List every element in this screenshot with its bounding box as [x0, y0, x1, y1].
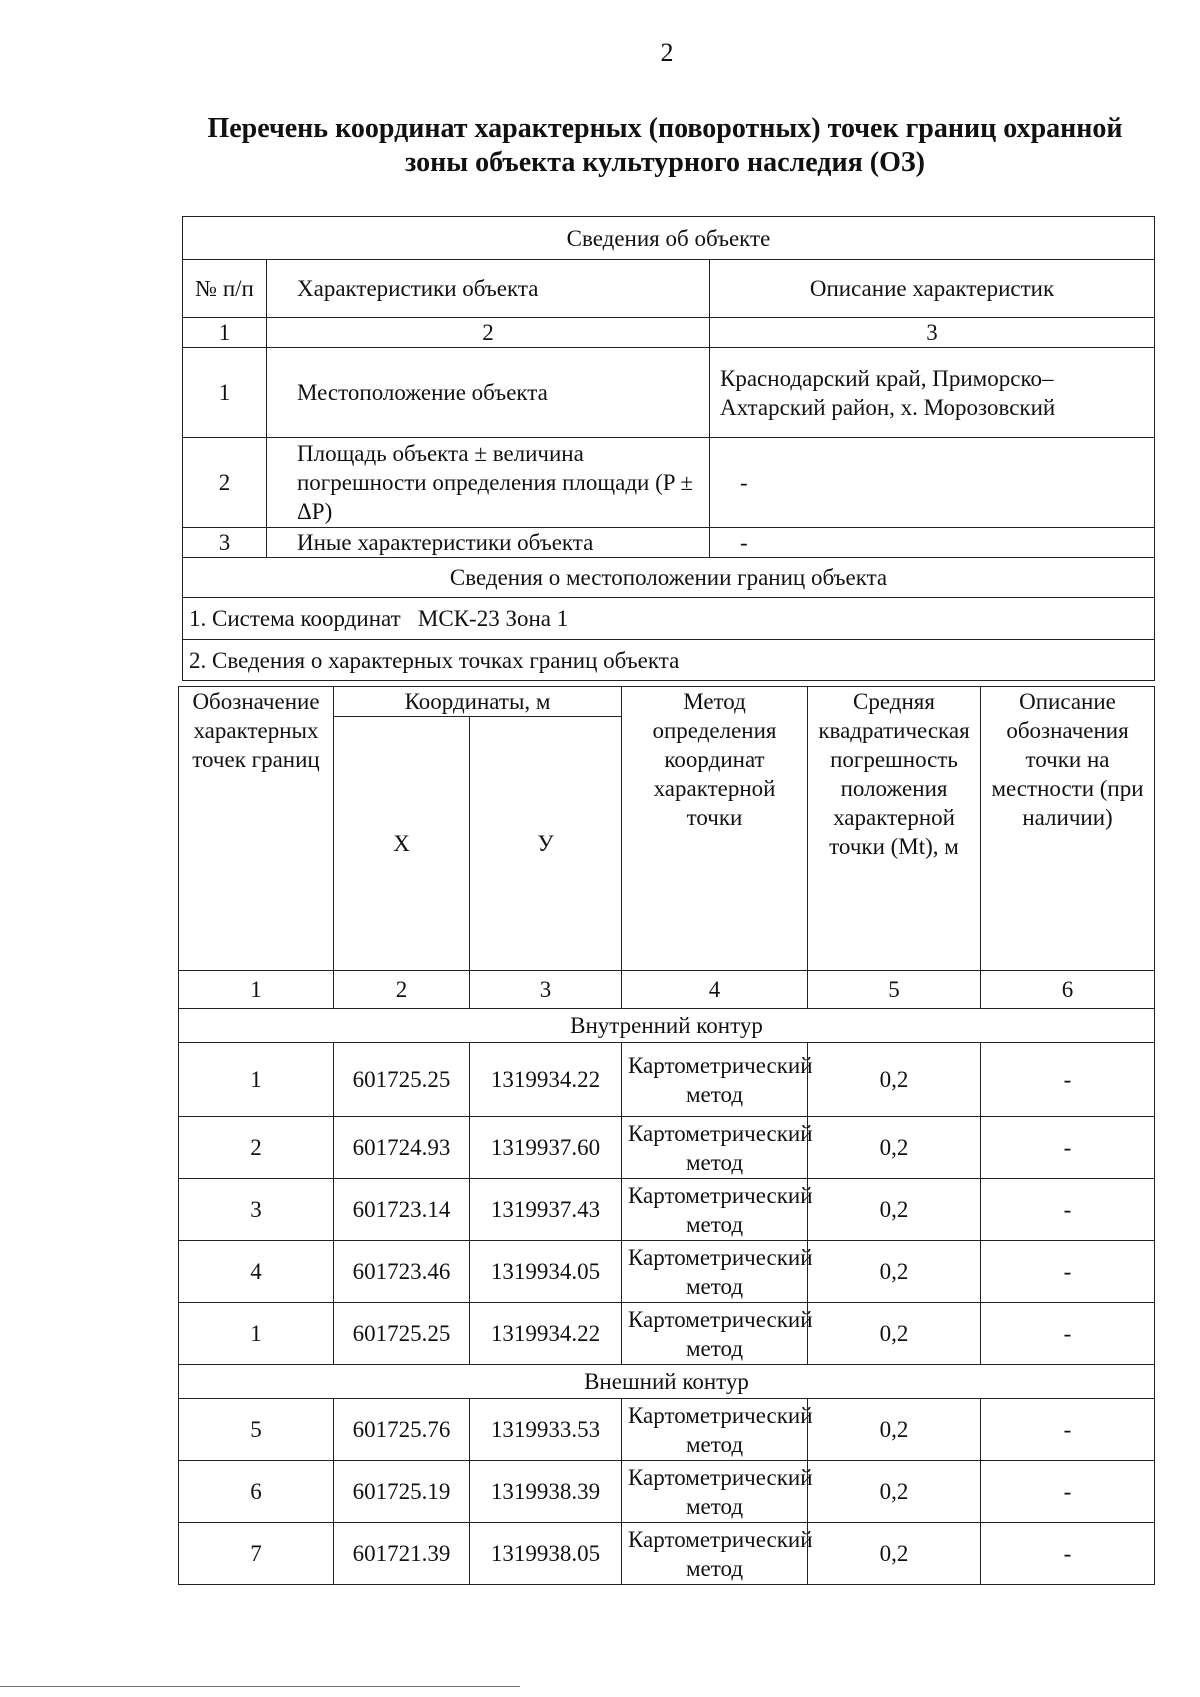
outer-contour-label: Внешний контур	[179, 1365, 1155, 1399]
point-label: 1	[179, 1303, 334, 1365]
mt-value: 0,2	[808, 1179, 981, 1241]
document-title	[190, 112, 1140, 180]
point-description: -	[981, 1303, 1155, 1365]
point-label: 1	[179, 1043, 334, 1117]
header-method: Метод определения координат характерной точки	[622, 687, 808, 971]
row-characteristic: Местоположение объекта	[267, 348, 710, 438]
coord-y: 1319934.22	[470, 1043, 622, 1117]
table-row	[179, 1117, 1155, 1179]
point-description: -	[981, 1179, 1155, 1241]
header-designation: Обозначение характерных точек границ	[179, 687, 334, 971]
header-error: Средняя квадратическая погрешность положения характерной точки (Mt), м	[808, 687, 981, 971]
point-label: 6	[179, 1461, 334, 1523]
row-description: -	[710, 528, 1155, 558]
method-cell: Картометрический метод	[622, 1179, 808, 1241]
coord-x: 601721.39	[334, 1523, 470, 1585]
mt-value: 0,2	[808, 1461, 981, 1523]
point-label: 4	[179, 1241, 334, 1303]
header-x: X	[334, 717, 470, 971]
col-number: 1	[183, 318, 267, 348]
coordinate-system: 1. Система координат МСК-23 Зона 1	[183, 598, 1155, 640]
mt-value: 0,2	[808, 1241, 981, 1303]
point-label: 2	[179, 1117, 334, 1179]
coord-y: 1319934.05	[470, 1241, 622, 1303]
col-number: 2	[334, 971, 470, 1009]
points-table	[178, 686, 1155, 1585]
col-number: 5	[808, 971, 981, 1009]
table-row	[179, 1303, 1155, 1365]
point-label: 3	[179, 1179, 334, 1241]
mt-value: 0,2	[808, 1117, 981, 1179]
point-description: -	[981, 1043, 1155, 1117]
header-num: № п/п	[183, 260, 267, 318]
object-info-table	[182, 216, 1155, 681]
title-line-2: зоны объекта культурного наследия (ОЗ)	[405, 147, 925, 178]
title-line-1: Перечень координат характерных (поворотных) точек границ охранной	[207, 113, 1123, 144]
table-row	[179, 1523, 1155, 1585]
table-row	[179, 1241, 1155, 1303]
method-cell: Картометрический метод	[622, 1303, 808, 1365]
coord-x: 601725.76	[334, 1399, 470, 1461]
point-description: -	[981, 1117, 1155, 1179]
header-description: Описание обозначения точки на местности (при наличии)	[981, 687, 1155, 971]
coord-y: 1319934.22	[470, 1303, 622, 1365]
point-label: 7	[179, 1523, 334, 1585]
point-description: -	[981, 1399, 1155, 1461]
point-description: -	[981, 1241, 1155, 1303]
method-cell: Картометрический метод	[622, 1117, 808, 1179]
coord-y: 1319937.43	[470, 1179, 622, 1241]
coord-x: 601723.46	[334, 1241, 470, 1303]
table-row	[179, 1179, 1155, 1241]
col-number: 6	[981, 971, 1155, 1009]
coord-y: 1319938.05	[470, 1523, 622, 1585]
row-description: -	[710, 438, 1155, 528]
table-row	[179, 1399, 1155, 1461]
row-num: 3	[183, 528, 267, 558]
method-cell: Картометрический метод	[622, 1523, 808, 1585]
header-description: Описание характеристик	[710, 260, 1155, 318]
point-description: -	[981, 1461, 1155, 1523]
row-num: 1	[183, 348, 267, 438]
coord-y: 1319937.60	[470, 1117, 622, 1179]
coord-x: 601725.25	[334, 1303, 470, 1365]
table-row	[183, 438, 1155, 528]
method-cell: Картометрический метод	[622, 1399, 808, 1461]
point-description: -	[981, 1523, 1155, 1585]
table-row	[179, 1043, 1155, 1117]
point-label: 5	[179, 1399, 334, 1461]
object-info-section-title: Сведения об объекте	[183, 217, 1155, 260]
table-row	[183, 528, 1155, 558]
row-num: 2	[183, 438, 267, 528]
col-number: 1	[179, 971, 334, 1009]
coord-y: 1319933.53	[470, 1399, 622, 1461]
page-number: 2	[660, 38, 674, 67]
table-row	[183, 348, 1155, 438]
row-description: Краснодарский край, Приморско–Ахтарский район, х. Морозовский	[710, 348, 1155, 438]
points-title: 2. Сведения о характерных точках границ объекта	[183, 640, 1155, 681]
coord-x: 601724.93	[334, 1117, 470, 1179]
col-number: 4	[622, 971, 808, 1009]
row-characteristic: Площадь объекта ± величина погрешности определения площади (P ± ΔP)	[267, 438, 710, 528]
table-row	[179, 1461, 1155, 1523]
outer-contour-rows	[179, 1399, 1155, 1585]
header-characteristics: Характеристики объекта	[267, 260, 710, 318]
inner-contour-label: Внутренний контур	[179, 1009, 1155, 1043]
coord-x: 601723.14	[334, 1179, 470, 1241]
row-characteristic: Иные характеристики объекта	[267, 528, 710, 558]
col-number: 3	[470, 971, 622, 1009]
mt-value: 0,2	[808, 1399, 981, 1461]
coord-x: 601725.25	[334, 1043, 470, 1117]
header-coordinates: Координаты, м	[334, 687, 622, 717]
method-cell: Картометрический метод	[622, 1241, 808, 1303]
mt-value: 0,2	[808, 1303, 981, 1365]
header-y: У	[470, 717, 622, 971]
method-cell: Картометрический метод	[622, 1461, 808, 1523]
method-cell: Картометрический метод	[622, 1043, 808, 1117]
col-number: 3	[710, 318, 1155, 348]
coord-y: 1319938.39	[470, 1461, 622, 1523]
boundary-section-title: Сведения о местоположении границ объекта	[183, 558, 1155, 598]
mt-value: 0,2	[808, 1043, 981, 1117]
scan-edge-line	[0, 1686, 520, 1687]
mt-value: 0,2	[808, 1523, 981, 1585]
coord-x: 601725.19	[334, 1461, 470, 1523]
inner-contour-rows	[179, 1043, 1155, 1365]
col-number: 2	[267, 318, 710, 348]
